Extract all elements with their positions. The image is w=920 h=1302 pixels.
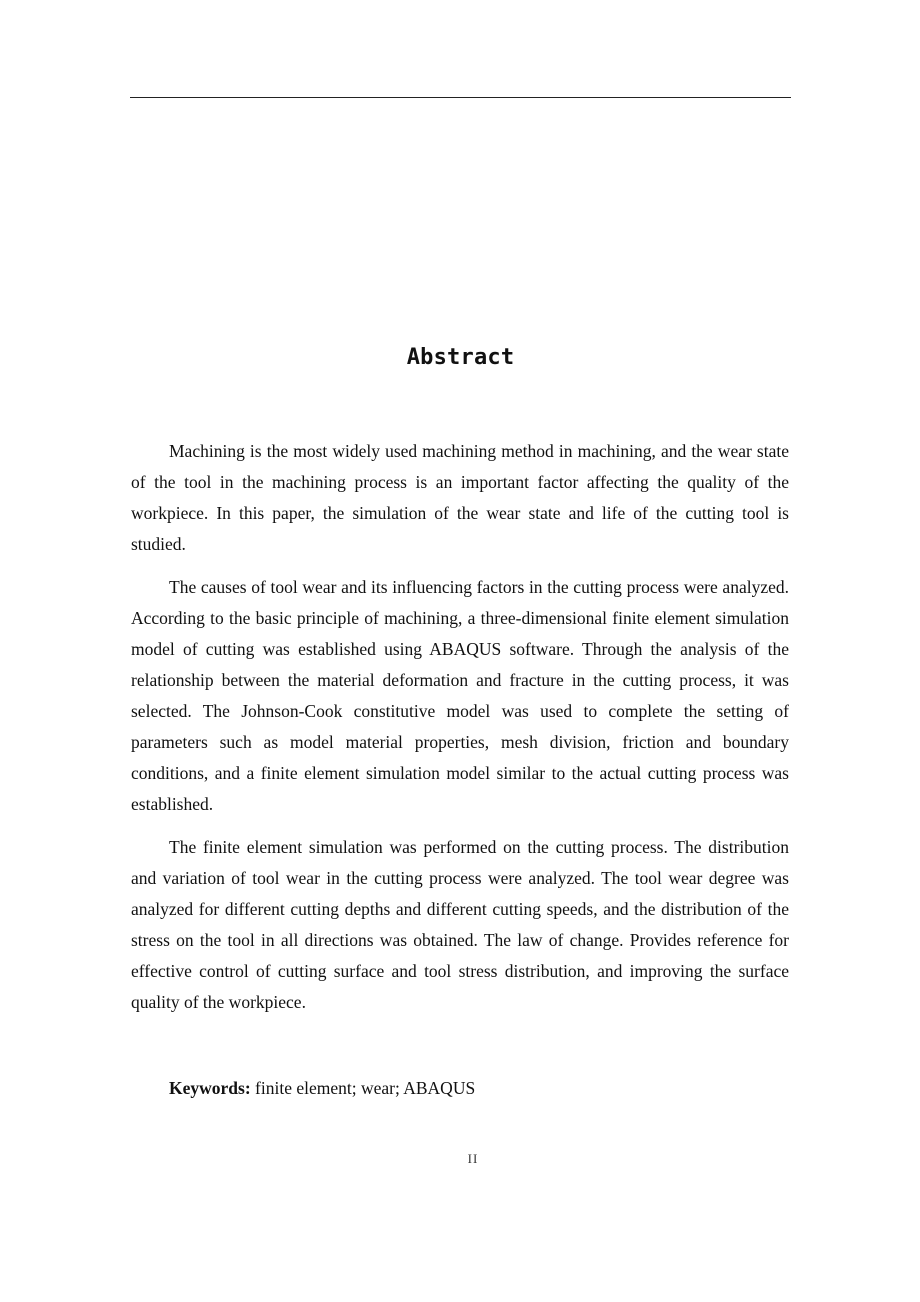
abstract-body: [131, 436, 789, 1030]
header-rule: [130, 97, 791, 98]
keywords-label: Keywords:: [169, 1078, 251, 1098]
page-title: Abstract: [406, 345, 515, 370]
abstract-paragraph-2: The causes of tool wear and its influencing factors in the cutting process were analyzed. According to the basic principle of machining, a three-dimensional finite element simulation model of cutting was established using ABAQUS software. Through the analysis of the relationship between the material deformation and fracture in the cutting process, it was selected. The Johnson-Cook constitutive model was used to complete the setting of parameters such as model material properties, mesh division, friction and boundary conditions, and a finite element simulation model similar to the actual cutting process was established.: [131, 577, 789, 814]
page-number: II: [467, 1151, 479, 1166]
abstract-paragraph-1: Machining is the most widely used machining method in machining, and the wear state of the tool in the machining process is an important factor affecting the quality of the workpiece. In this paper, the simulation of the wear state and life of the cutting tool is studied.: [131, 441, 789, 554]
keywords-value: finite element; wear; ABAQUS: [255, 1078, 476, 1098]
abstract-paragraph-3: The finite element simulation was performed on the cutting process. The distribution and variation of tool wear in the cutting process were analyzed. The tool wear degree was analyzed for different cutting depths and different cutting speeds, and the distribution of the stress on the tool in all directions was obtained. The law of change. Provides reference for effective control of cutting surface and tool stress distribution, and improving the surface quality of the workpiece.: [131, 837, 789, 1012]
keywords-line: [169, 1073, 475, 1104]
